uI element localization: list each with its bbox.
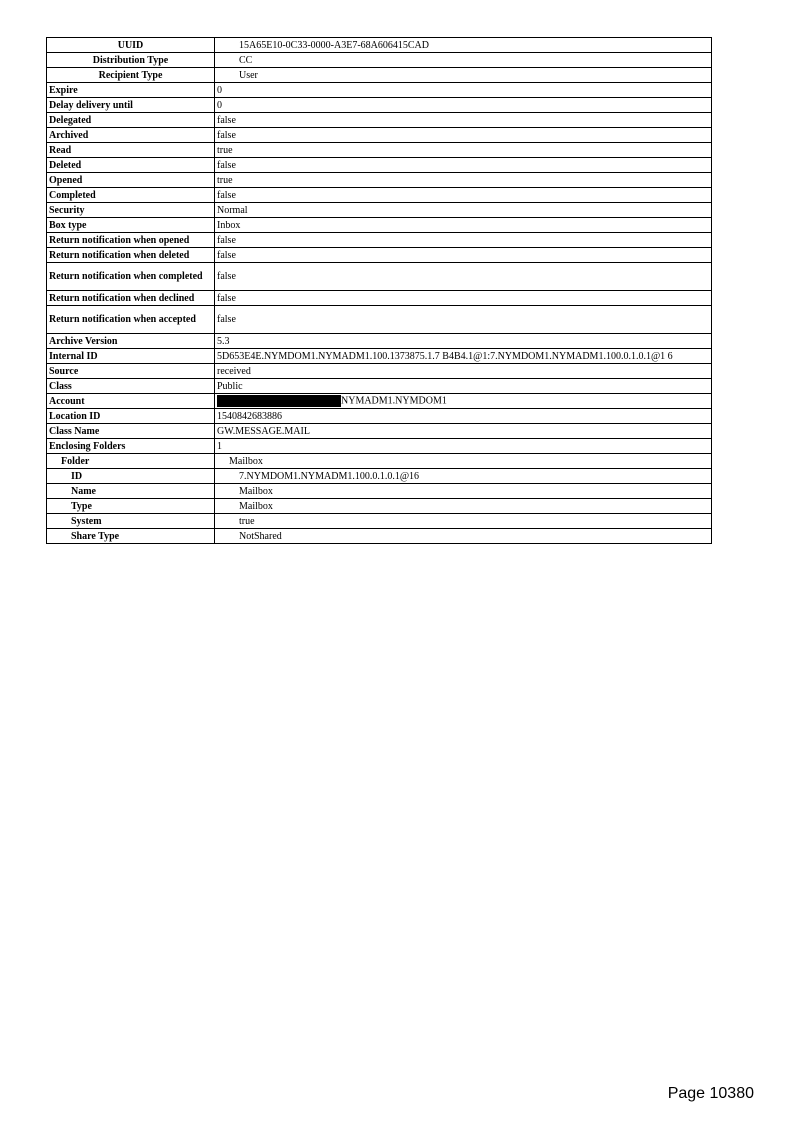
folder-system-label: System	[47, 514, 215, 529]
table-row	[47, 439, 712, 454]
table-row	[47, 291, 712, 306]
table-row	[47, 203, 712, 218]
folder-name-value: Mailbox	[215, 484, 712, 499]
archived-value: false	[215, 128, 712, 143]
folder-type-label: Type	[47, 499, 215, 514]
delegated-label: Delegated	[47, 113, 215, 128]
internal-id-label: Internal ID	[47, 349, 215, 364]
table-row	[47, 514, 712, 529]
table-row	[47, 188, 712, 203]
security-value: Normal	[215, 203, 712, 218]
box-type-value: Inbox	[215, 218, 712, 233]
table-row	[47, 68, 712, 83]
notify-declined-label: Return notification when declined	[47, 291, 215, 306]
notify-accepted-label: Return notification when accepted	[47, 306, 215, 334]
table-row	[47, 248, 712, 263]
deleted-value: false	[215, 158, 712, 173]
folder-id-label: ID	[47, 469, 215, 484]
table-row	[47, 409, 712, 424]
folder-system-value: true	[215, 514, 712, 529]
read-value: true	[215, 143, 712, 158]
class-name-value: GW.MESSAGE.MAIL	[215, 424, 712, 439]
table-row	[47, 469, 712, 484]
table-row	[47, 83, 712, 98]
expire-value: 0	[215, 83, 712, 98]
table-row	[47, 158, 712, 173]
uuid-value: 15A65E10-0C33-0000-A3E7-68A606415CAD	[215, 38, 712, 53]
archive-version-label: Archive Version	[47, 334, 215, 349]
folder-id-value: 7.NYMDOM1.NYMADM1.100.0.1.0.1@16	[215, 469, 712, 484]
class-value: Public	[215, 379, 712, 394]
notify-completed-label: Return notification when completed	[47, 263, 215, 291]
notify-opened-label: Return notification when opened	[47, 233, 215, 248]
notify-deleted-label: Return notification when deleted	[47, 248, 215, 263]
box-type-label: Box type	[47, 218, 215, 233]
redaction-block	[217, 395, 341, 407]
opened-label: Opened	[47, 173, 215, 188]
notify-declined-value: false	[215, 291, 712, 306]
delay-delivery-value: 0	[215, 98, 712, 113]
notify-accepted-value: false	[215, 306, 712, 334]
location-id-value: 1540842683886	[215, 409, 712, 424]
table-row	[47, 98, 712, 113]
table-row	[47, 218, 712, 233]
notify-opened-value: false	[215, 233, 712, 248]
table-row	[47, 529, 712, 544]
distribution-type-label: Distribution Type	[47, 53, 215, 68]
account-value: NYMADM1.NYMDOM1	[341, 395, 447, 407]
source-value: received	[215, 364, 712, 379]
delay-delivery-label: Delay delivery until	[47, 98, 215, 113]
opened-value: true	[215, 173, 712, 188]
expire-label: Expire	[47, 83, 215, 98]
table-row	[47, 143, 712, 158]
table-row	[47, 364, 712, 379]
completed-value: false	[215, 188, 712, 203]
properties-table	[46, 37, 712, 544]
enclosing-folders-label: Enclosing Folders	[47, 439, 215, 454]
notify-completed-value: false	[215, 263, 712, 291]
folder-label: Folder	[47, 454, 215, 469]
class-label: Class	[47, 379, 215, 394]
table-row	[47, 454, 712, 469]
folder-name-label: Name	[47, 484, 215, 499]
deleted-label: Deleted	[47, 158, 215, 173]
class-name-label: Class Name	[47, 424, 215, 439]
distribution-type-value: CC	[215, 53, 712, 68]
archived-label: Archived	[47, 128, 215, 143]
location-id-label: Location ID	[47, 409, 215, 424]
enclosing-folders-value: 1	[215, 439, 712, 454]
internal-id-value: 5D653E4E.NYMDOM1.NYMADM1.100.1373875.1.7 B4B4.1@1:7.NYMDOM1.NYMADM1.100.0.1.0.1@1 6	[215, 349, 712, 364]
table-row	[47, 334, 712, 349]
table-row	[47, 306, 712, 334]
folder-share-type-value: NotShared	[215, 529, 712, 544]
table-row	[47, 484, 712, 499]
account-label: Account	[47, 394, 215, 409]
page-number: Page 10380	[667, 1085, 754, 1102]
account-value-cell	[215, 394, 712, 409]
folder-type-value: Mailbox	[215, 499, 712, 514]
table-row	[47, 128, 712, 143]
table-row	[47, 173, 712, 188]
table-row	[47, 263, 712, 291]
completed-label: Completed	[47, 188, 215, 203]
table-row	[47, 499, 712, 514]
table-row	[47, 53, 712, 68]
security-label: Security	[47, 203, 215, 218]
archive-version-value: 5.3	[215, 334, 712, 349]
recipient-type-value: User	[215, 68, 712, 83]
table-row	[47, 349, 712, 364]
table-row	[47, 38, 712, 53]
delegated-value: false	[215, 113, 712, 128]
table-row	[47, 424, 712, 439]
recipient-type-label: Recipient Type	[47, 68, 215, 83]
uuid-label: UUID	[47, 38, 215, 53]
folder-value: Mailbox	[215, 454, 712, 469]
folder-share-type-label: Share Type	[47, 529, 215, 544]
notify-deleted-value: false	[215, 248, 712, 263]
read-label: Read	[47, 143, 215, 158]
table-row	[47, 113, 712, 128]
table-row	[47, 233, 712, 248]
table-row	[47, 379, 712, 394]
table-row	[47, 394, 712, 409]
source-label: Source	[47, 364, 215, 379]
